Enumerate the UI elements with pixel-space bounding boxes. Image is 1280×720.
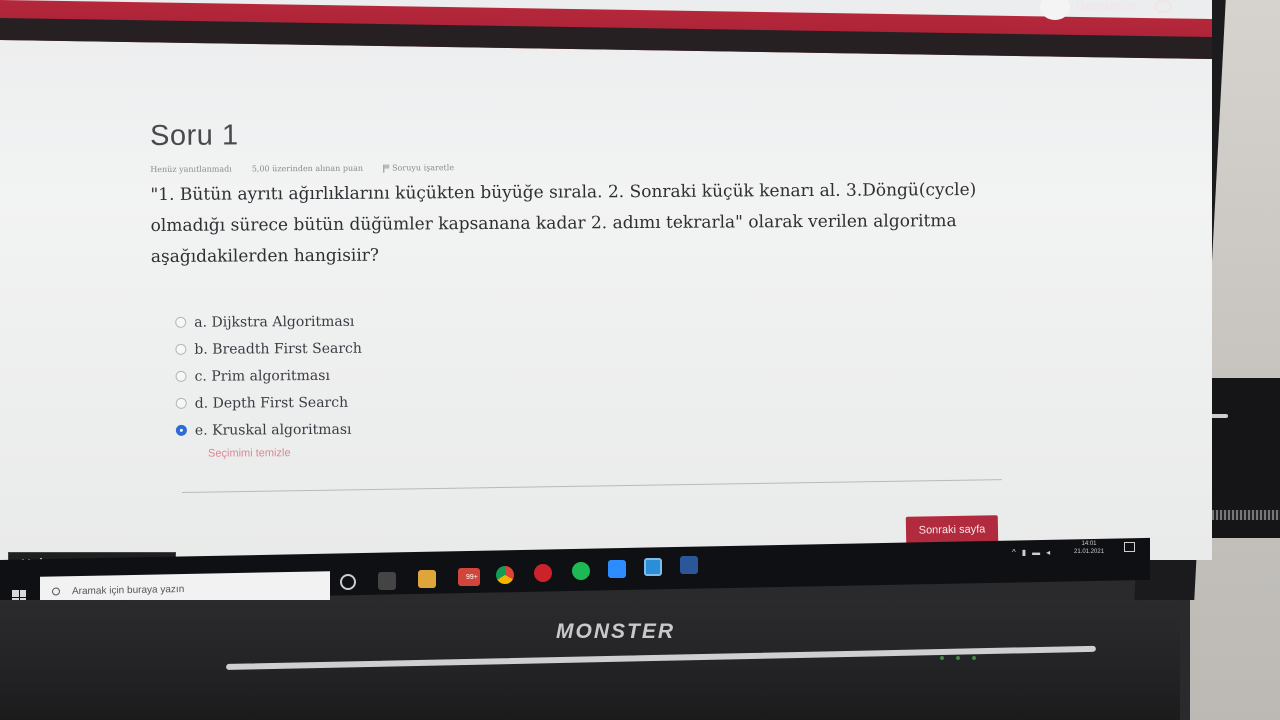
chat-icon[interactable] xyxy=(1154,0,1172,13)
volume-icon[interactable]: ◂ xyxy=(1046,548,1051,557)
question-title: Soru 1 xyxy=(150,119,239,152)
answer-label-e: e. Kruskal algoritması xyxy=(194,421,352,439)
radio-e[interactable] xyxy=(176,425,187,436)
clock-date: 21.01.2021 xyxy=(1074,549,1105,555)
question-points: 5,00 üzerinden alınan puan xyxy=(251,163,364,174)
clear-choice-link[interactable]: Seçimimi temizle xyxy=(208,447,291,460)
flag-icon xyxy=(383,164,389,172)
pinterest-icon[interactable] xyxy=(534,564,552,582)
mail-badge: 99+ xyxy=(466,574,478,581)
answer-label-c: c. Prim algoritması xyxy=(194,367,330,385)
tray-up-icon[interactable]: ^ xyxy=(1012,548,1016,557)
question-info xyxy=(150,160,1030,174)
radio-a[interactable] xyxy=(175,317,186,328)
system-tray[interactable] xyxy=(1012,548,1050,557)
file-explorer-icon[interactable] xyxy=(418,570,436,588)
battery-icon[interactable]: ▬ xyxy=(1032,548,1041,557)
radio-c[interactable] xyxy=(176,371,187,382)
answer-list xyxy=(175,304,1032,460)
answer-label-b: b. Breadth First Search xyxy=(194,340,362,358)
task-view-icon[interactable] xyxy=(378,572,396,590)
radio-b[interactable] xyxy=(175,344,186,355)
word-icon[interactable] xyxy=(680,556,698,574)
answer-label-a: a. Dijkstra Algoritması xyxy=(194,313,355,331)
notification-icon[interactable] xyxy=(1124,542,1135,552)
search-icon xyxy=(52,587,60,595)
radio-d[interactable] xyxy=(176,398,187,409)
clock-time: 14:01 xyxy=(1081,541,1097,547)
my-courses-link[interactable]: Derslerim xyxy=(1076,0,1136,13)
taskbar-search-placeholder: Aramak için buraya yazın xyxy=(72,583,185,597)
app-icon[interactable] xyxy=(644,558,662,576)
cortana-icon[interactable] xyxy=(340,574,356,590)
status-leds xyxy=(940,656,976,660)
next-page-button[interactable]: Sonraki sayfa xyxy=(906,515,998,545)
content-divider xyxy=(182,479,1002,493)
flag-question-label: Soruyu işaretle xyxy=(392,163,455,173)
answer-option-e[interactable] xyxy=(176,412,1032,444)
spotify-icon[interactable] xyxy=(572,562,590,580)
flag-question-button[interactable] xyxy=(383,163,454,172)
chrome-icon[interactable] xyxy=(496,566,514,584)
network-icon[interactable]: ▮ xyxy=(1021,548,1027,557)
taskbar-clock[interactable] xyxy=(1074,540,1104,556)
zoom-icon[interactable] xyxy=(608,560,626,578)
answer-label-d: d. Depth First Search xyxy=(194,394,349,412)
laptop-brand-logo: MONSTER xyxy=(556,620,675,643)
question-text: "1. Bütün ayrıtı ağırlıklarını küçükten büyüğe sırala. 2. Sonraki küçük kenarı al. 3.Döngü(cycle) olmadığı sürece bütün düğümler kapsanana kadar 2. adımı tekrarla" olarak verilen algoritma aşağıdakilerden hangisiir? xyxy=(150,179,977,267)
mail-app-icon[interactable] xyxy=(458,568,480,586)
question-panel xyxy=(150,115,1032,460)
question-status: Henüz yanıtlanmadı xyxy=(150,164,232,174)
